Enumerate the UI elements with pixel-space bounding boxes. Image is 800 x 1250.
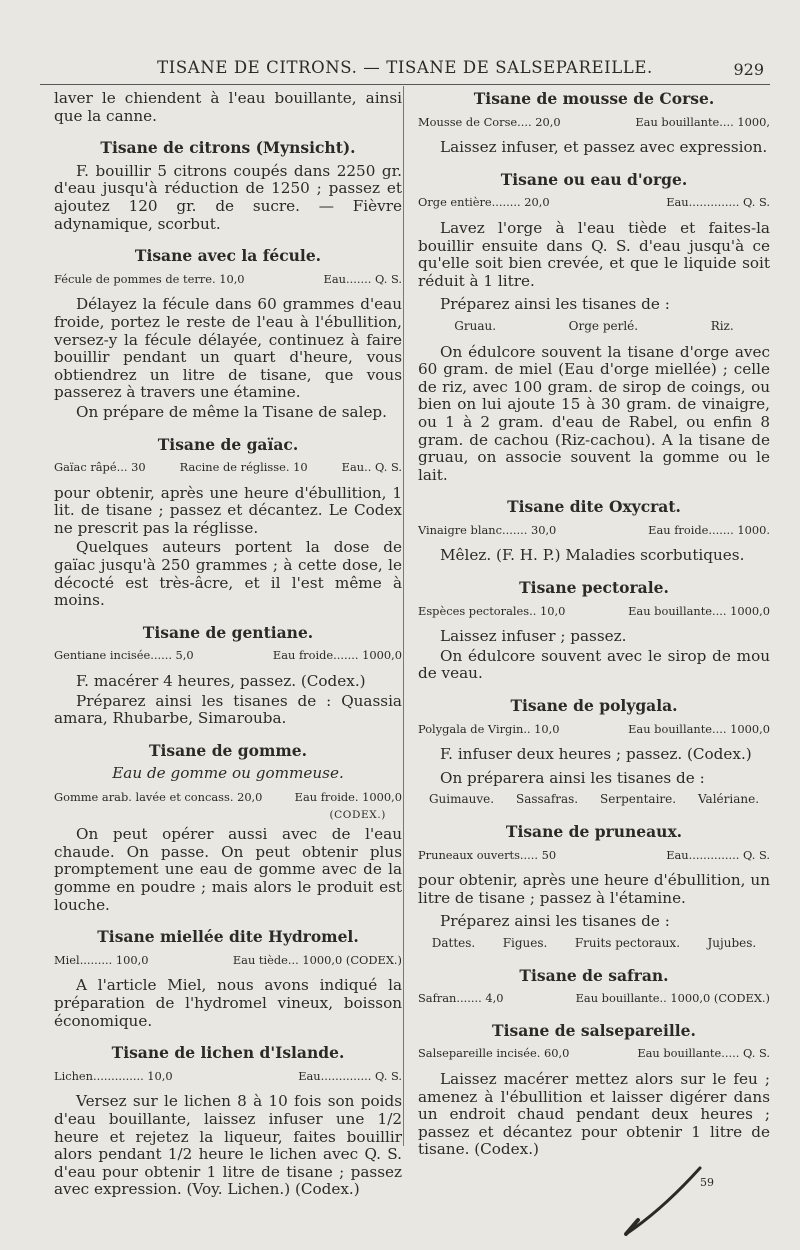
formula-line [54, 647, 402, 665]
section-title-gentiane: Tisane de gentiane. [142, 622, 314, 642]
species-item: Fruits pectoraux. [574, 935, 681, 950]
formula-line [418, 990, 770, 1008]
section-title-gomme: Tisane de gomme. [148, 740, 308, 760]
section-title-citrons: Tisane de citrons (Mynsicht). [100, 138, 356, 158]
paragraph: pour obtenir, après une heure d'ébullition, un litre de tisane ; passez à l'étamine. [418, 871, 770, 907]
species-item: Serpentaire. [600, 792, 677, 807]
paragraph: On préparera ainsi les tisanes de : [440, 768, 705, 787]
section-title-oxycrat: Tisane dite Oxycrat. [507, 497, 681, 517]
paragraph: Versez sur le lichen 8 à 10 fois son poids d'eau bouillante, laissez infuser une 1/2 heure et rejetez la liqueur, faites bouillir alors pendant 1/2 heure le lichen avec Q. S. d'eau pour obtenir 1 litre de tisane ; passez avec expression. (Voy. Lichen.) (Codex.) [54, 1092, 402, 1199]
section-title-mousse: Tisane de mousse de Corse. [473, 89, 715, 108]
formula-item: Eau bouillante.. 1000,0 (CODEX.) [575, 991, 770, 1006]
formula-item: Eau.. Q. S. [341, 460, 402, 475]
paragraph: Mêlez. (F. H. P.) Maladies scorbutiques. [440, 546, 745, 565]
formula-item: Racine de réglisse. 10 [179, 460, 308, 475]
formula-item: Eau bouillante.... 1000,0 [628, 603, 770, 618]
section-title-safran: Tisane de safran. [519, 965, 669, 985]
signature-mark: 59 [700, 1176, 714, 1189]
paragraph: Laissez infuser, et passez avec expression. [440, 138, 768, 157]
species-list [418, 791, 770, 809]
paragraph: A l'article Miel, nous avons indiqué la préparation de l'hydromel vineux, boisson économique. [54, 976, 402, 1030]
paragraph: Préparez ainsi les tisanes de : [440, 295, 670, 314]
species-item: Jujubes. [707, 935, 757, 950]
formula-item: Eau bouillante..... Q. S. [637, 1046, 770, 1061]
formula-line [418, 1045, 770, 1063]
formula-line [54, 271, 402, 289]
formula-line [54, 459, 402, 477]
section-title-salsepareille: Tisane de salsepareille. [492, 1020, 696, 1040]
formula-item: Eau froide....... 1000. [648, 522, 770, 537]
formula-item: Polygala de Virgin.. 10,0 [418, 721, 560, 736]
formula-item: Mousse de Corse.... 20,0 [418, 114, 561, 129]
species-item: Figues. [502, 935, 548, 950]
formula-line [418, 194, 770, 212]
formula-item: Vinaigre blanc....... 30,0 [418, 522, 557, 537]
section-subtitle: Eau de gomme ou gommeuse. [112, 764, 344, 783]
species-item: Sassafras. [515, 792, 579, 807]
formula-line [54, 952, 402, 970]
species-list [418, 935, 770, 953]
right-column [418, 90, 770, 1161]
section-title-gaiac: Tisane de gaïac. [157, 434, 299, 454]
running-header [40, 54, 770, 85]
paragraph: On édulcore souvent la tisane d'orge avec 60 gram. de miel (Eau d'orge miellée) ; celle de riz, avec 100 gram. de sirop de coings, ou bien on lui ajoute 15 à 30 gram. de vinaigre, ou 1 à 2 gram. d'eau de Rabel, ou enfin 8 gram. de cachou (Riz-cachou). A la tisane de gruau, on associe souvent la gomme ou le lait. [418, 342, 770, 484]
codex-reference: (CODEX.) [329, 808, 386, 821]
formula-item: Eau.............. Q. S. [666, 847, 770, 862]
formula-item: Eau froide. 1000,0 [294, 790, 402, 804]
formula-item: Safran....... 4,0 [418, 991, 504, 1006]
page-number: 929 [733, 60, 764, 79]
section-title-orge: Tisane ou eau d'orge. [500, 169, 688, 189]
formula-item: Lichen.............. 10,0 [54, 1068, 173, 1083]
section-title-polygala: Tisane de polygala. [510, 696, 678, 716]
pen-stroke-mark [622, 1150, 712, 1240]
formula-item: Eau.............. Q. S. [666, 195, 770, 210]
species-item: Orge perlé. [568, 318, 639, 333]
formula-item: Pruneaux ouverts..... 50 [418, 847, 557, 862]
section-title-pectorale: Tisane pectorale. [519, 578, 669, 598]
paragraph: On prépare de même la Tisane de salep. [76, 402, 387, 421]
species-item: Valériane. [697, 792, 760, 807]
formula-item: Gentiane incisée...... 5,0 [54, 648, 194, 663]
paragraph: Laissez macérer mettez alors sur le feu ; amenez à l'ébullition et laisser digérer dans un endroit chaud pendant deux heures ; passez et décantez pour obtenir 1 litre de tisane. (Codex.) [418, 1069, 770, 1159]
formula-item: Espèces pectorales.. 10,0 [418, 603, 566, 618]
formula-line [418, 114, 770, 132]
section-title-pruneaux: Tisane de pruneaux. [505, 822, 683, 841]
formula-item: Fécule de pommes de terre. 10,0 [54, 271, 245, 286]
formula-line [418, 721, 770, 739]
formula-item: Gaïac râpé... 30 [54, 460, 146, 475]
formula-item: Eau bouillante.... 1000, [635, 114, 770, 129]
intro-text: laver le chiendent à l'eau bouillante, ainsi que la canne. [54, 89, 402, 125]
paragraph: Préparez ainsi les tisanes de : [440, 912, 670, 931]
formula-item: Eau tiède... 1000,0 (CODEX.) [232, 952, 402, 967]
formula-line [418, 603, 770, 621]
formula-line [54, 789, 402, 824]
paragraph: F. bouillir 5 citrons coupés dans 2250 gr. d'eau jusqu'à réduction de 1250 ; passez et ajoutez 120 gr. de sucre. — Fièvre adynamique, scorbut. [54, 161, 402, 233]
paragraph: Quelques auteurs portent la dose de gaïac jusqu'à 250 grammes ; à cette dose, le décocté est très-âcre, et il l'est même à moins. [54, 538, 402, 610]
formula-item: Eau.............. Q. S. [298, 1068, 402, 1083]
paragraph: Délayez la fécule dans 60 grammes d'eau froide, portez le reste de l'eau à l'ébullition, versez-y la fécule délayée, continuez à faire bouillir pendant un quart d'heure, vous obtiendrez un litre de tisane, que vous passerez à travers une étamine. [54, 295, 402, 402]
left-column [54, 90, 402, 1201]
formula-line [418, 847, 770, 865]
species-item: Dattes. [431, 935, 476, 950]
paragraph: F. macérer 4 heures, passez. (Codex.) [76, 672, 366, 691]
species-item: Riz. [710, 318, 734, 333]
section-title-lichen: Tisane de lichen d'Islande. [111, 1043, 345, 1063]
paragraph: Lavez l'orge à l'eau tiède et faites-la bouillir ensuite dans Q. S. d'eau jusqu'à ce qu'elle soit bien crevée, et que le liquide soit réduit à 1 litre. [418, 218, 770, 290]
species-item: Guimauve. [428, 792, 495, 807]
formula-item: Gomme arab. lavée et concass. 20,0 [54, 790, 263, 804]
formula-item: Eau....... Q. S. [323, 271, 402, 286]
running-title: TISANE DE CITRONS. — TISANE DE SALSEPAREILLE. [157, 58, 653, 77]
paragraph: pour obtenir, après une heure d'ébullition, 1 lit. de tisane ; passez et décantez. Le Codex ne prescrit pas la réglisse. [54, 483, 402, 537]
species-item: Gruau. [454, 318, 497, 333]
formula-item: Orge entière........ 20,0 [418, 195, 550, 210]
section-title-fecule: Tisane avec la fécule. [134, 246, 322, 266]
species-list [418, 318, 770, 336]
paragraph: On peut opérer aussi avec de l'eau chaude. On passe. On peut obtenir plus promptement une eau de gomme avec de la gomme en poudre ; mais alors le produit est louche. [54, 825, 402, 914]
formula-line [54, 1068, 402, 1086]
formula-item: Salsepareille incisée. 60,0 [418, 1046, 570, 1061]
paragraph: Préparez ainsi les tisanes de : Quassia amara, Rhubarbe, Simarouba. [54, 691, 402, 728]
formula-item: Eau froide....... 1000,0 [272, 648, 402, 663]
formula-line [418, 522, 770, 540]
formula-item: Eau bouillante.... 1000,0 [628, 721, 770, 736]
column-divider [403, 86, 404, 1146]
paragraph: F. infuser deux heures ; passez. (Codex.) [440, 745, 752, 764]
section-title-hydromel: Tisane miellée dite Hydromel. [97, 927, 359, 947]
paragraph: On édulcore souvent avec le sirop de mou de veau. [418, 646, 770, 683]
paragraph: Laissez infuser ; passez. [440, 627, 627, 646]
formula-item: Miel......... 100,0 [54, 952, 149, 967]
